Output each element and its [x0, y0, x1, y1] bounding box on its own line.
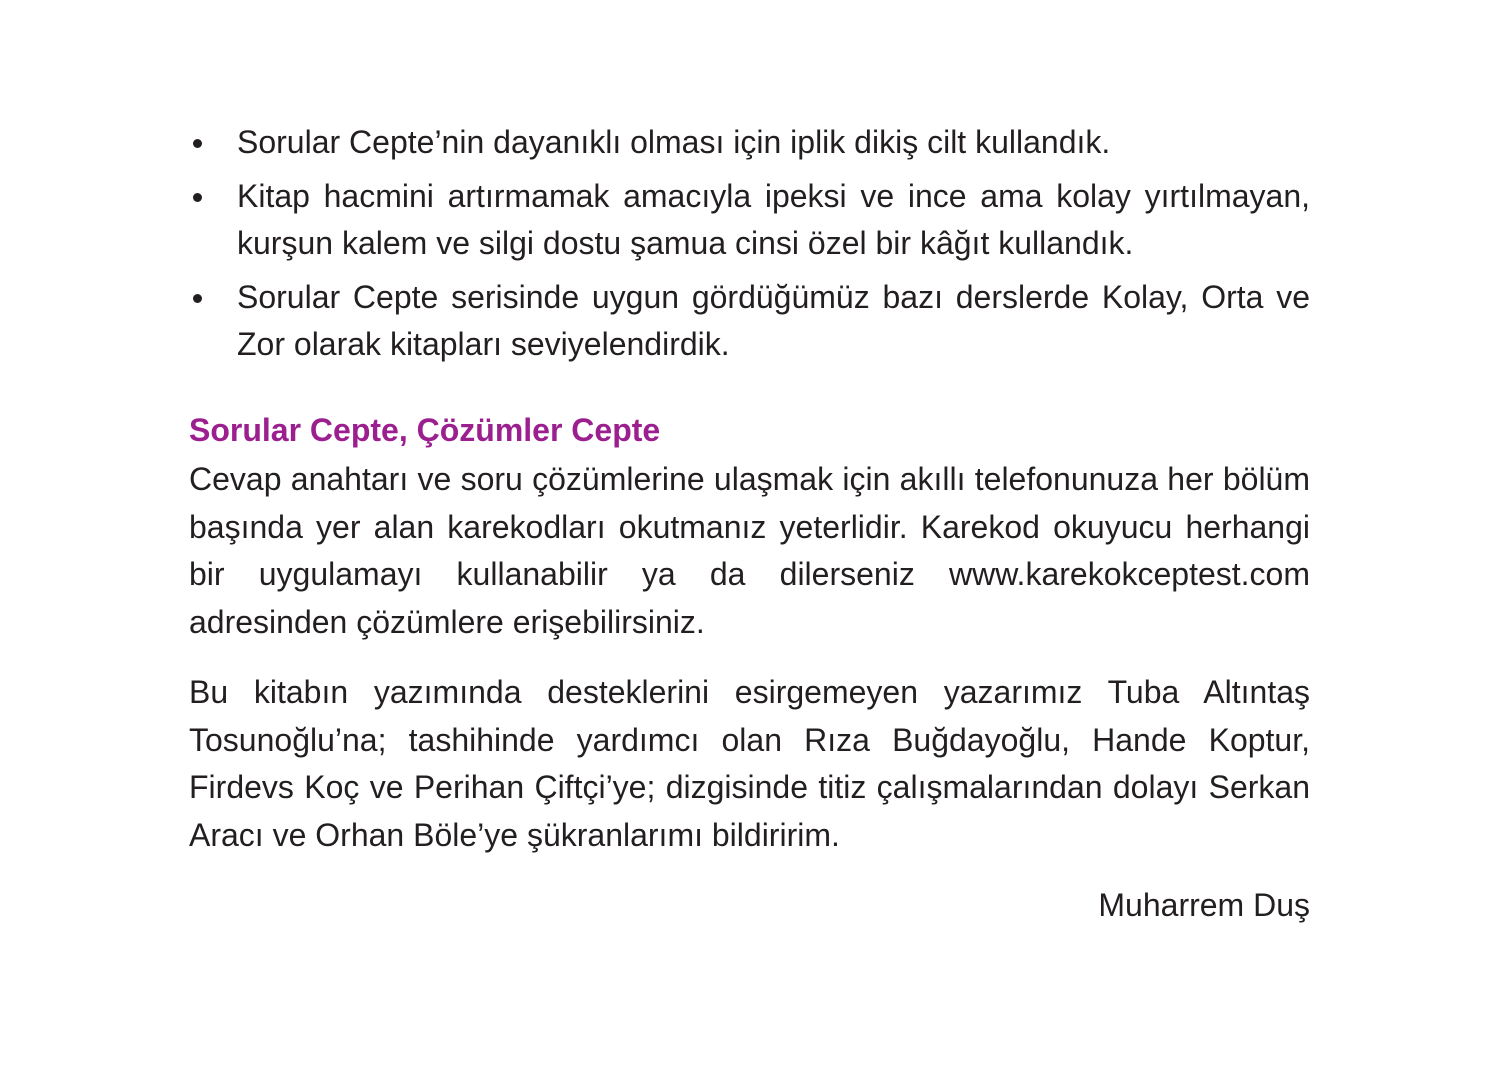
bullet-icon [193, 139, 202, 148]
list-item [189, 274, 1310, 368]
list-item [189, 173, 1310, 267]
list-item-text: Sorular Cepte serisinde uygun gördüğümüz bazı derslerde Kolay, Orta ve Zor olarak kitapları seviyelendirdik. [237, 279, 1310, 362]
section-heading: Sorular Cepte, Çözümler Cepte [189, 412, 661, 448]
bullet-icon [193, 294, 202, 303]
page-content [189, 119, 1310, 929]
acknowledgement-paragraph: Bu kitabın yazımında desteklerini esirgemeyen yazarımız Tuba Altıntaş Tosunoğlu’na; tashihinde yardımcı olan Rıza Buğdayoğlu, Hande Koptur, Firdevs Koç ve Perihan Çiftçi’ye; dizgisinde titiz çalışmalarından dolayı Serkan Aracı ve Orhan Böle’ye şükranlarımı bildiririm. [189, 674, 1310, 853]
feature-list [189, 119, 1310, 368]
list-item-text: Sorular Cepte’nin dayanıklı olması için iplik dikiş cilt kullandık. [237, 124, 1111, 160]
section-body: Cevap anahtarı ve soru çözümlerine ulaşmak için akıllı telefonunuza her bölüm başında yer alan karekodları okutmanız yeterlidir. Karekod okuyucu herhangi bir uygulamayı kullanabilir ya da dilerseniz www.karekokceptest.com adresinden çözümlere erişebilirsiniz. [189, 461, 1310, 640]
list-item-text: Kitap hacmini artırmamak amacıyla ipeksi ve ince ama kolay yırtılmayan, kurşun kalem ve silgi dostu şamua cinsi özel bir kâğıt kullandık. [237, 178, 1310, 261]
list-item [189, 119, 1310, 166]
author-signature: Muharrem Duş [1098, 887, 1310, 923]
bullet-icon [193, 193, 202, 202]
